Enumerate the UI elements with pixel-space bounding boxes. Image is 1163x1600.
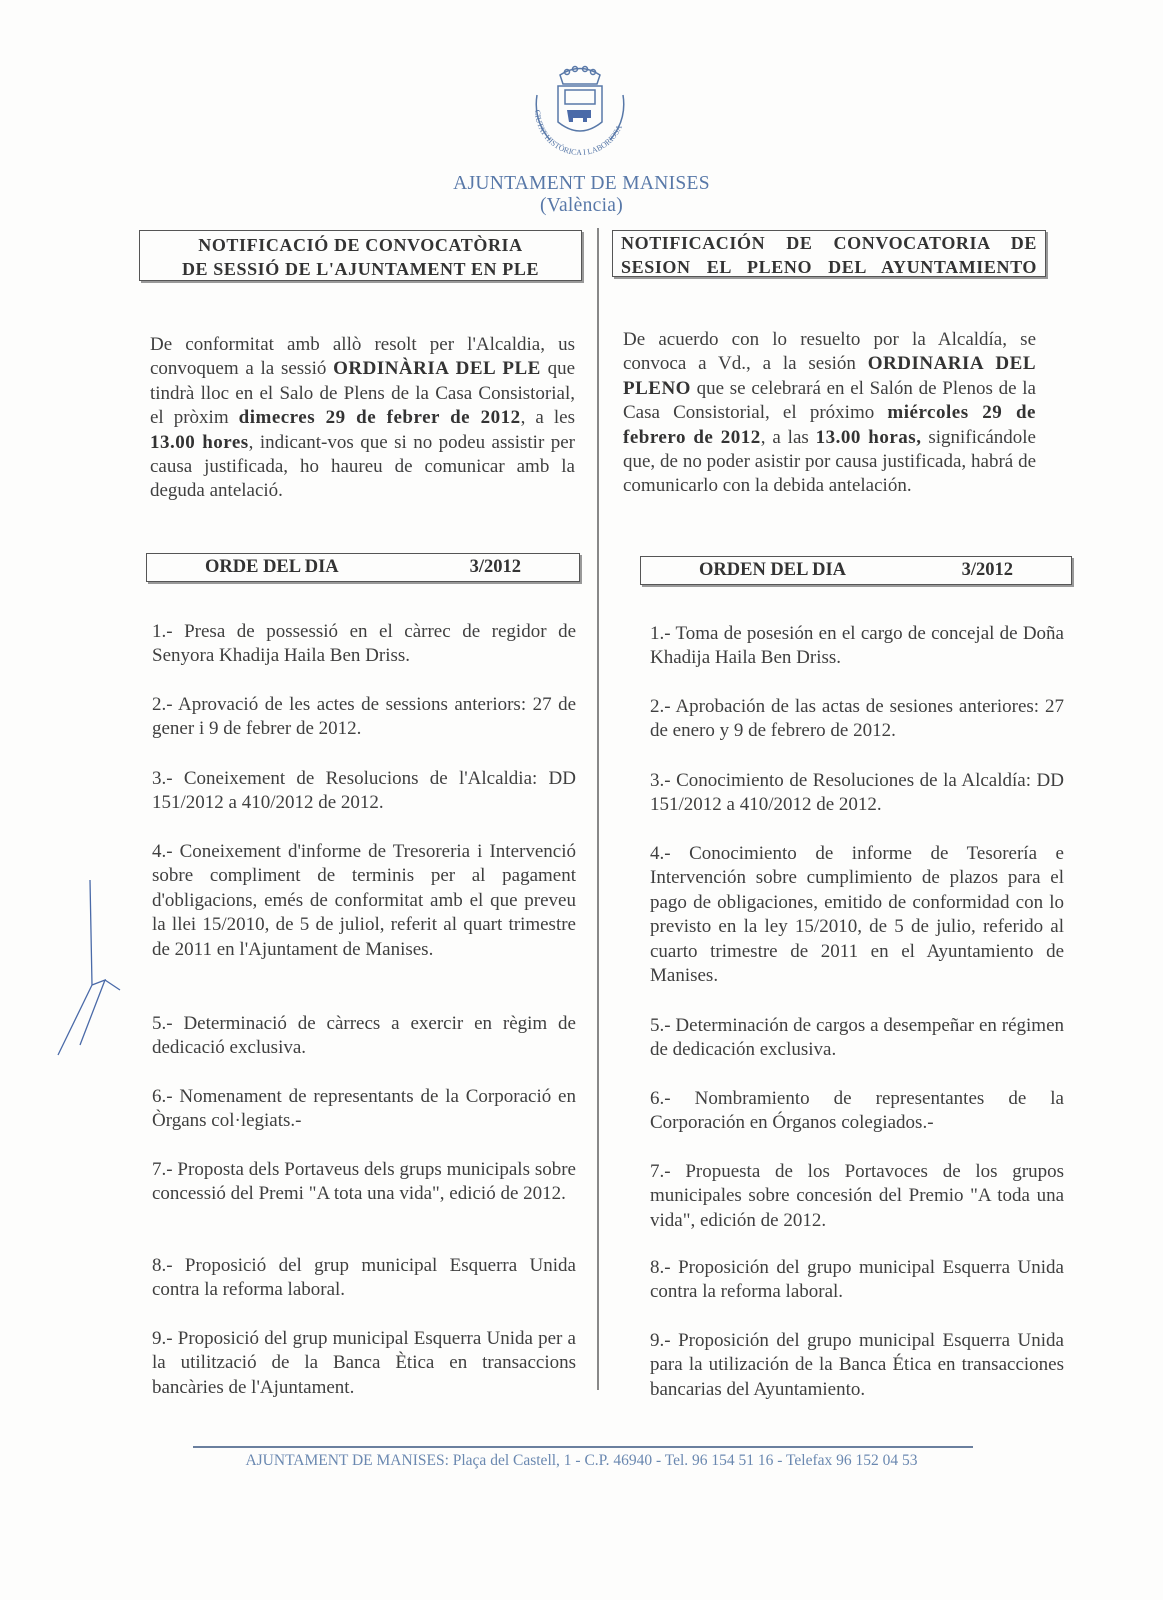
left-order-box — [146, 553, 580, 582]
left-agenda-item: 2.- Aprovació de les actes de sessions anteriors: 27 de gener i 9 de febrer de 2012. — [152, 694, 576, 740]
right-agenda-item: 9.- Proposición del grupo municipal Esquerra Unida para la utilización de la Banca Ética en transacciones bancarias del Ayuntamiento. — [650, 1330, 1064, 1400]
right-agenda-item: 8.- Proposición del grupo municipal Esquerra Unida contra la reforma laboral. — [650, 1257, 1064, 1303]
intro-bold-text: miércoles 29 de febrero de 2012 — [623, 402, 1036, 448]
right-title-line1: NOTIFICACIÓN DE CONVOCATORIA DE — [621, 233, 1037, 253]
right-title-line2: SESION EL PLENO DEL AYUNTAMIENTO — [621, 257, 1037, 277]
left-agenda-item: 6.- Nomenament de representants de la Corporació en Òrgans col·legiats.- — [152, 1086, 576, 1132]
right-title-box — [612, 230, 1046, 277]
intro-text: que tindrà lloc en el Salo de Plens de la Casa Consistorial, el pròxim — [150, 358, 575, 429]
right-order-title: ORDEN DEL DIA — [699, 560, 846, 580]
intro-text: , indicant-vos que si no podeu assistir per causa justificada, ho haureu de comunicar amb la deguda antelació. — [150, 431, 575, 502]
left-title-line1: NOTIFICACIÓ DE CONVOCATÒRIA — [198, 235, 523, 255]
intro-text: De acuerdo con lo resuelto por la Alcaldía, se convoca a Vd., a la sesión — [623, 329, 1036, 375]
intro-bold-text: ORDINÀRIA DEL PLE — [333, 358, 541, 380]
left-intro-paragraph — [150, 333, 575, 504]
left-agenda-item: 5.- Determinació de càrrecs a exercir en règim de dedicació exclusiva. — [152, 1013, 576, 1059]
organization-title: AJUNTAMENT DE MANISES — [453, 173, 710, 194]
intro-text: que se celebrará en el Salón de Plenos de la Casa Consistorial, el próximo — [623, 377, 1036, 424]
intro-text: significándole que, de no poder asistir por causa justificada, habrá de comunicarlo con la debida antelación. — [623, 426, 1036, 497]
right-agenda-item: 7.- Propuesta de los Portavoces de los grupos municipales sobre concesión del Premio "A toda una vida", edición de 2012. — [650, 1161, 1064, 1231]
intro-bold-text: ORDINARIA DEL PLENO — [623, 353, 1036, 399]
footer-rule — [193, 1446, 973, 1448]
left-agenda-item: 7.- Proposta dels Portaveus dels grups municipals sobre concessió del Premi "A tota una vida", edició de 2012. — [152, 1159, 576, 1205]
right-agenda-item: 5.- Determinación de cargos a desempeñar en régimen de dedicación exclusiva. — [650, 1015, 1064, 1061]
left-agenda-item: 8.- Proposició del grup municipal Esquerra Unida contra la reforma laboral. — [152, 1255, 576, 1301]
svg-text:CIUTAT HISTÒRICA I LABORIOSA: CIUTAT HISTÒRICA I LABORIOSA — [532, 109, 624, 158]
right-agenda-item: 4.- Conocimiento de informe de Tesorería e Intervención sobre cumplimiento de plazos para el pago de obligaciones, emitido de conformidad con lo previsto en la ley 15/2010, de 5 de julio, referido al cuarto trimestre de 2011 en el Ayuntamiento de Manises. — [650, 843, 1064, 987]
right-order-box — [640, 556, 1072, 585]
right-agenda-item: 6.- Nombramiento de representantes de la Corporación en Órganos colegiados.- — [650, 1088, 1064, 1134]
right-intro-paragraph — [623, 328, 1036, 499]
footer-address: AJUNTAMENT DE MANISES: Plaça del Castell, 1 - C.P. 46940 - Tel. 96 154 51 16 - Telefax 96 152 04 53 — [245, 1452, 918, 1469]
coat-of-arms-logo — [525, 60, 635, 170]
organization-location: (València) — [539, 195, 624, 216]
right-agenda-item: 3.- Conocimiento de Resoluciones de la Alcaldía: DD 151/2012 a 410/2012 de 2012. — [650, 770, 1064, 816]
right-agenda-item: 2.- Aprobación de las actas de sesiones anteriores: 27 de enero y 9 de febrero de 2012. — [650, 696, 1064, 742]
left-agenda-item: 9.- Proposició del grup municipal Esquerra Unida per a la utilització de la Banca Ètica en transaccions bancàries de l'Ajuntament. — [152, 1328, 576, 1398]
handwritten-signature — [50, 875, 140, 1065]
organization-name — [0, 173, 1163, 217]
left-title-box — [139, 230, 582, 281]
intro-bold-text: 13.00 hores — [150, 431, 249, 453]
left-agenda-item: 4.- Coneixement d'informe de Tresoreria i Intervenció sobre compliment de terminis per al pagament d'obligacions, emés de conformitat amb el que preveu la llei 15/2010, de 5 de juliol, referit al quart trimestre de 2011 en l'Ajuntament de Manises. — [152, 841, 576, 960]
intro-bold-text: dimecres 29 de febrer de 2012 — [238, 407, 521, 429]
column-divider — [597, 228, 599, 1390]
left-agenda-item: 3.- Coneixement de Resolucions de l'Alcaldia: DD 151/2012 a 410/2012 de 2012. — [152, 768, 576, 814]
left-title-line2: DE SESSIÓ DE L'AJUNTAMENT EN PLE — [181, 259, 540, 279]
intro-bold-text: 13.00 horas, — [815, 426, 922, 448]
intro-text: , a les — [520, 407, 575, 429]
intro-text: , a las — [760, 426, 816, 448]
right-order-number: 3/2012 — [961, 560, 1013, 580]
intro-text: De conformitat amb allò resolt per l'Alcaldia, us convoquem a la sessió — [150, 334, 575, 380]
right-agenda-item: 1.- Toma de posesión en el cargo de concejal de Doña Khadija Haila Ben Driss. — [650, 623, 1064, 669]
left-order-title: ORDE DEL DIA — [205, 557, 339, 577]
left-agenda-item: 1.- Presa de possessió en el càrrec de regidor de Senyora Khadija Haila Ben Driss. — [152, 621, 576, 667]
left-order-number: 3/2012 — [469, 557, 521, 577]
